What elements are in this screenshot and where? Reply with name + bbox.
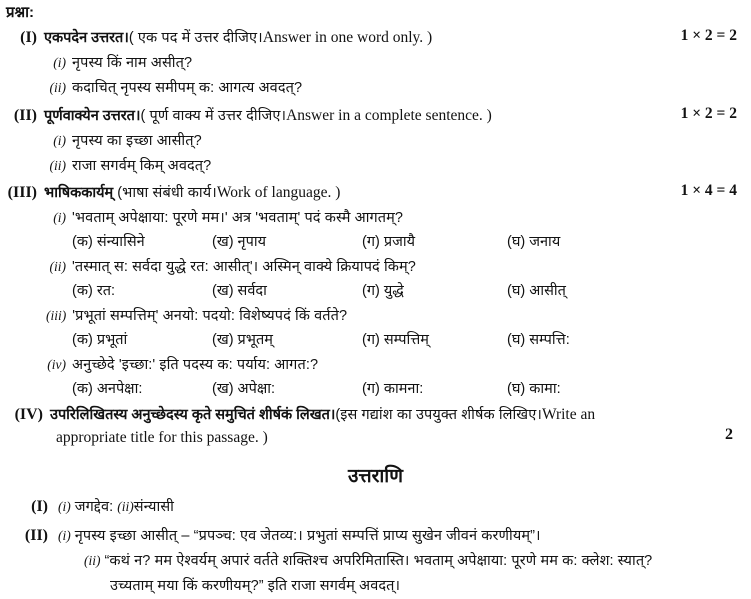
question-3-item-2-options [0,280,751,300]
question-2-title-english: Answer in a complete sentence. ) [286,107,492,124]
question-block-1 [0,27,751,97]
question-3-item-3 [0,305,751,325]
answer-1-sub-2-label: (ii) [117,499,134,514]
question-2-title [44,105,751,125]
question-3-item-4-text: अनुच्छेदे 'इच्छा:' इति पदस्य क: पर्याय: आगत:? [72,357,319,373]
question-1-item-2-label: (ii) [49,80,66,95]
option-ga[interactable]: (ग) प्रजायै [362,234,416,250]
question-4-line-1 [0,404,751,424]
answer-2-sub-2-line-1: “कथं न? मम ऐश्वर्यम् अपारं वर्तते शक्तिश्च अपरिमितास्ति। भवताम् अपेक्षाया: पूरणे मम क: क्लेश: स्यात्? [104,553,653,569]
question-1-title [44,27,751,47]
option-ka[interactable]: (क) रत: [72,283,116,299]
answer-2-sub-1-label: (i) [58,528,71,543]
option-ka[interactable]: (क) संन्यासिने [72,234,145,250]
answer-2-sub-2 [0,550,751,570]
question-3-item-3-options [0,329,751,349]
question-4-text [50,404,595,424]
option-ga[interactable]: (ग) युद्धे [362,283,404,299]
question-3-item-4-label: (iv) [47,357,66,372]
question-block-2 [0,105,751,175]
answer-1-sub-1-label: (i) [58,499,71,514]
question-1-item-1-label: (i) [53,55,66,70]
option-kha[interactable]: (ख) प्रभूतम् [212,332,273,348]
answers-block [0,496,751,595]
question-3-item-1 [0,207,751,227]
question-3-item-3-label: (iii) [46,308,67,323]
question-3-item-4-options [0,378,751,398]
option-ga[interactable]: (ग) सम्पत्तिम् [362,332,429,348]
question-2-number: (II) [13,107,37,124]
option-ka[interactable]: (क) प्रभूतां [72,332,128,348]
question-3-marks: 1 × 4 = 4 [680,182,737,199]
question-2-item-1-label: (i) [53,133,66,148]
answer-row-2 [0,525,751,545]
question-3-item-3-text: 'प्रभूतां सम्पत्तिम्' अनयो: पदयो: विशेष्यपदं किं वर्तते? [72,308,348,324]
question-3-item-1-label: (i) [53,210,66,225]
answer-2-number: (II) [24,527,48,544]
question-3-item-2-label: (ii) [49,259,66,274]
answer-1-text [58,496,751,516]
question-4-hindi: (इस गद्यांश का उपयुक्त शीर्षक लिखिए। [335,407,542,423]
question-1-item-1-text: नृपस्य किं नाम असीत्? [72,55,193,71]
question-4-marks: 2 [725,426,733,443]
option-gha[interactable]: (घ) सम्पत्ति: [507,332,570,348]
option-ga[interactable]: (ग) कामना: [362,381,424,397]
question-3-title-hindi: (भाषा संबंधी कार्य। [117,185,217,201]
question-1-number: (I) [20,29,37,46]
question-2-item-2 [0,155,751,175]
answer-1-number: (I) [31,498,48,515]
question-1-title-hindi: ( एक पद में उत्तर दीजिए। [128,30,263,46]
question-block-3 [0,182,751,398]
answer-2-sub-1-text: नृपस्य इच्छा आसीत् – “प्रपञ्च: एव जेतव्य:। प्रभुतां सम्पत्तिं प्राप्य सुखेन जीवनं करणीयम्”। [74,528,541,544]
question-3-title [44,182,751,202]
question-1-item-2-text: कदाचित् नृपस्य समीपम् क: आगत्य अवदत्? [72,80,303,96]
answers-heading: उत्तराणि [348,466,403,487]
option-kha[interactable]: (ख) सर्वदा [212,283,267,299]
question-1-item-1 [0,52,751,72]
question-2-title-hindi: ( पूर्ण वाक्य में उत्तर दीजिए। [140,108,287,124]
question-2-item-1 [0,130,751,150]
question-2-title-sanskrit: पूर्णवाक्येन उत्तरत। [44,108,141,124]
option-kha[interactable]: (ख) नृपाय [212,234,266,250]
question-3-item-4 [0,354,751,374]
question-2-marks: 1 × 2 = 2 [680,105,737,122]
question-3-item-1-options [0,231,751,251]
question-4-sanskrit: उपरिलिखितस्य अनुच्छेदस्य कृते समुचितं शीर्षकं लिखत। [50,407,336,423]
question-2-item-2-label: (ii) [49,158,66,173]
answer-2-sub-2-label: (ii) [84,553,101,568]
question-2-item-2-text: राजा सगर्वम् किम् अवदत्? [72,158,212,174]
question-3-item-2 [0,256,751,276]
question-1-marks: 1 × 2 = 2 [680,27,737,44]
question-4-number: (IV) [14,406,43,423]
question-3-number: (III) [7,184,37,201]
question-1-title-english: Answer in one word only. ) [262,29,433,46]
answer-1-sub-1-text: जगद्देव: [74,499,114,515]
answer-2-sub-1 [58,525,751,545]
question-3-header [0,182,751,202]
question-1-title-sanskrit: एकपदेन उत्तरत। [44,30,129,46]
answer-2-sub-2-line-2: उच्यताम् मया किं करणीयम्?” इति राजा सगर्वम् अवदत्। [110,578,401,594]
question-4-english-part2: appropriate title for this passage. ) [56,429,268,446]
question-3-title-english: Work of language. ) [216,184,341,201]
question-1-header [0,27,751,47]
option-kha[interactable]: (ख) अपेक्षा: [212,381,276,397]
answer-row-1 [0,496,751,516]
question-2-item-1-text: नृपस्य का इच्छा आसीत्? [72,133,202,149]
answer-1-sub-2-text: संन्यासी [133,499,174,515]
question-block-4 [0,404,751,447]
option-gha[interactable]: (घ) जनाय [507,234,561,250]
option-ka[interactable]: (क) अनपेक्षा: [72,381,143,397]
option-gha[interactable]: (घ) आसीत् [507,283,566,299]
option-gha[interactable]: (घ) कामा: [507,381,561,397]
question-1-item-2 [0,77,751,97]
question-3-item-1-text: 'भवताम् अपेक्षाया: पूरणे मम।' अत्र 'भवताम्' पदं कस्मै आगतम्? [72,210,404,226]
question-4-english-part1: Write an [541,406,596,423]
question-3-title-sanskrit: भाषिककार्यम् [44,185,114,201]
question-3-item-2-text: 'तस्मात् स: सर्वदा युद्धे रत: आसीत्'। अस्मिन् वाक्ये क्रियापदं किम्? [72,259,416,275]
page-title: प्रश्ना: [6,4,35,21]
question-2-header [0,105,751,125]
